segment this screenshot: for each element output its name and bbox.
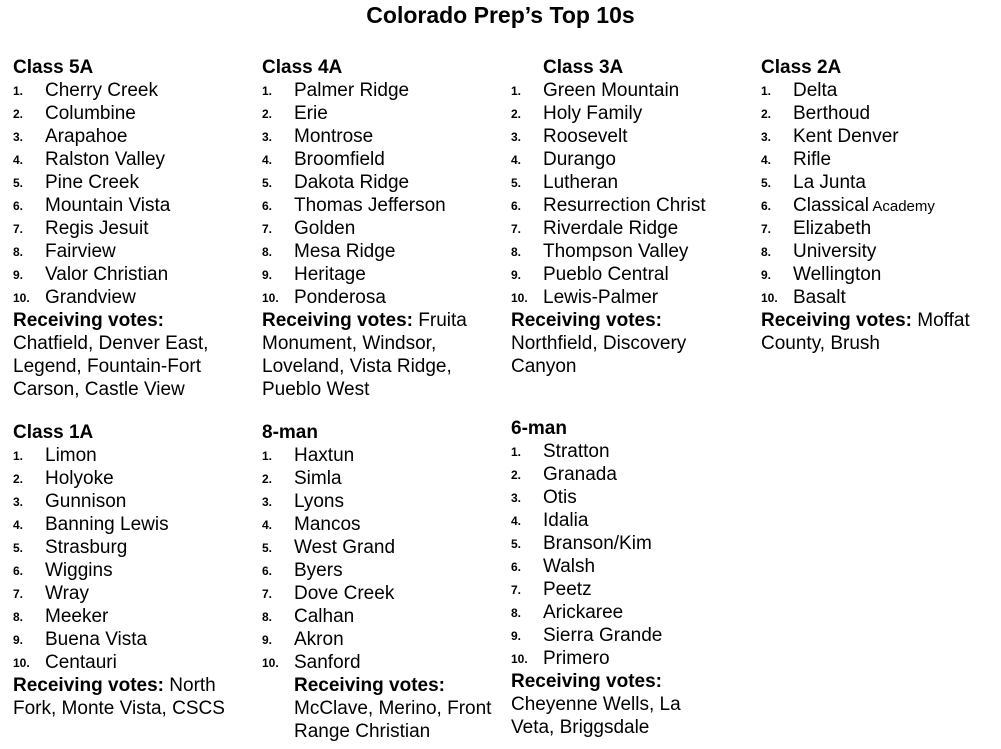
rank-number: 10. (761, 291, 778, 305)
team-name: Valor Christian (45, 264, 169, 285)
list-item (511, 125, 751, 148)
rank-list (262, 444, 497, 674)
list-item (262, 628, 497, 651)
rank-number: 9. (761, 268, 772, 282)
list-item (13, 536, 248, 559)
list-item (761, 171, 991, 194)
rank-number: 3. (511, 491, 522, 505)
list-item (13, 263, 248, 286)
list-item (262, 79, 487, 102)
team-name: University (793, 241, 877, 262)
rank-number: 10. (511, 652, 528, 666)
team-name: Durango (543, 149, 616, 170)
team-name: Banning Lewis (45, 514, 169, 535)
receiving-votes-teams: Moffat County, Brush (761, 310, 970, 354)
team-name: Elizabeth (793, 218, 872, 239)
team-name: Idalia (543, 510, 589, 531)
list-item (511, 647, 711, 670)
team-name: Pueblo Central (543, 264, 669, 285)
rank-number: 2. (511, 468, 522, 482)
receiving-votes-teams: Fruita Monument, Windsor, Loveland, Vista Ridge, Pueblo West (262, 310, 467, 400)
list-item (262, 536, 497, 559)
team-name: Dakota Ridge (294, 172, 410, 193)
rank-number: 2. (13, 472, 24, 486)
list-item (761, 148, 991, 171)
team-name: Golden (294, 218, 356, 239)
list-item (13, 79, 248, 102)
rank-number: 3. (262, 130, 273, 144)
rank-number: 1. (511, 445, 522, 459)
rank-number: 9. (13, 268, 24, 282)
rank-number: 7. (262, 587, 273, 601)
list-item (511, 624, 711, 647)
section-class-4a (262, 56, 487, 401)
team-name: Lewis-Palmer (543, 287, 659, 308)
rank-number: 9. (511, 629, 522, 643)
rank-number: 4. (13, 153, 24, 167)
list-item (13, 559, 248, 582)
receiving-votes-teams: Chatfield, Denver East, Legend, Fountain-Fort Carson, Castle View (13, 333, 209, 400)
rank-number: 1. (511, 84, 522, 98)
rank-number: 7. (761, 222, 772, 236)
team-name: Riverdale Ridge (543, 218, 679, 239)
list-item (13, 286, 248, 309)
receiving-votes-label: Receiving votes: (13, 675, 164, 696)
list-item (262, 582, 497, 605)
list-item (262, 559, 497, 582)
list-item (761, 286, 991, 309)
team-name: Arapahoe (45, 126, 128, 147)
page-title: Colorado Prep’s Top 10s (366, 2, 635, 28)
section-class-1a (13, 421, 248, 720)
team-name: Classical (793, 195, 870, 216)
team-name: Stratton (543, 441, 610, 462)
team-name-suffix: Academy (869, 198, 935, 215)
team-name: Montrose (294, 126, 374, 147)
rank-number: 9. (262, 633, 273, 647)
team-name: Centauri (45, 652, 117, 673)
rank-number: 3. (511, 130, 522, 144)
list-item (761, 102, 991, 125)
team-name: Limon (45, 445, 97, 466)
rank-number: 5. (511, 176, 522, 190)
rank-number: 2. (262, 107, 273, 121)
rank-number: 10. (13, 291, 30, 305)
section-6-man (511, 417, 711, 739)
team-name: Byers (294, 560, 343, 581)
rank-number: 8. (262, 610, 273, 624)
team-name: Simla (294, 468, 342, 489)
receiving-votes-teams: McClave, Merino, Front Range Christian (294, 698, 492, 742)
list-item (13, 148, 248, 171)
team-name: Heritage (294, 264, 366, 285)
list-item (761, 125, 991, 148)
section-heading: Class 4A (262, 57, 343, 78)
rank-number: 6. (13, 564, 24, 578)
team-name: Otis (543, 487, 577, 508)
team-name: Haxtun (294, 445, 355, 466)
section-8-man (262, 421, 497, 743)
section-heading: Class 3A (543, 57, 624, 78)
rank-number: 1. (761, 84, 772, 98)
team-name: Ralston Valley (45, 149, 166, 170)
team-name: Mancos (294, 514, 361, 535)
rank-number: 6. (511, 560, 522, 574)
list-item (262, 651, 497, 674)
receiving-votes (262, 309, 487, 401)
team-name: Green Mountain (543, 80, 680, 101)
list-item (262, 171, 487, 194)
receiving-votes-label: Receiving votes: (761, 310, 912, 331)
list-item (511, 102, 751, 125)
section-heading: Class 5A (13, 57, 94, 78)
rank-number: 6. (262, 564, 273, 578)
team-name: Thompson Valley (543, 241, 689, 262)
list-item (262, 286, 487, 309)
team-name: Palmer Ridge (294, 80, 410, 101)
team-name: La Junta (793, 172, 866, 193)
team-name: Dove Creek (294, 583, 395, 604)
rank-number: 2. (511, 107, 522, 121)
rank-number: 8. (761, 245, 772, 259)
rank-number: 5. (511, 537, 522, 551)
rank-number: 3. (13, 130, 24, 144)
list-item (13, 628, 248, 651)
team-name: West Grand (294, 537, 396, 558)
team-name: Sanford (294, 652, 361, 673)
section-heading: 6-man (511, 418, 567, 439)
rank-number: 1. (13, 84, 24, 98)
team-name: Sierra Grande (543, 625, 663, 646)
team-name: Berthoud (793, 103, 871, 124)
rank-number: 7. (511, 222, 522, 236)
list-item (511, 263, 751, 286)
section-heading: Class 1A (13, 422, 94, 443)
rank-list (511, 79, 751, 309)
team-name: Fairview (45, 241, 116, 262)
team-name: Holyoke (45, 468, 114, 489)
list-item (262, 513, 497, 536)
team-name: Delta (793, 80, 838, 101)
rank-list (262, 79, 487, 309)
team-name: Broomfield (294, 149, 385, 170)
rank-number: 9. (262, 268, 273, 282)
team-name: Gunnison (45, 491, 127, 512)
list-item (511, 486, 711, 509)
team-name: Holy Family (543, 103, 643, 124)
list-item (13, 605, 248, 628)
rank-list (511, 440, 711, 670)
team-name: Ponderosa (294, 287, 386, 308)
receiving-votes (511, 309, 751, 378)
team-name: Granada (543, 464, 617, 485)
list-item (511, 171, 751, 194)
team-name: Grandview (45, 287, 136, 308)
rank-number: 10. (262, 656, 279, 670)
receiving-votes-teams: Northfield, Discovery Canyon (511, 333, 687, 377)
rank-number: 4. (511, 153, 522, 167)
section-heading: Class 2A (761, 57, 842, 78)
rank-number: 4. (511, 514, 522, 528)
team-name: Peetz (543, 579, 592, 600)
list-item (13, 513, 248, 536)
list-item (511, 148, 751, 171)
list-item (13, 102, 248, 125)
section-class-3a (511, 56, 751, 378)
rank-list (13, 79, 248, 309)
rank-number: 8. (511, 245, 522, 259)
rank-number: 4. (262, 518, 273, 532)
list-item (511, 601, 711, 624)
list-item (262, 605, 497, 628)
team-name: Thomas Jefferson (294, 195, 446, 216)
team-name: Kent Denver (793, 126, 899, 147)
receiving-votes-label: Receiving votes: (262, 310, 413, 331)
rank-number: 2. (761, 107, 772, 121)
rank-number: 7. (13, 587, 24, 601)
rank-number: 10. (511, 291, 528, 305)
rank-number: 3. (13, 495, 24, 509)
team-name: Rifle (793, 149, 832, 170)
rank-number: 8. (13, 610, 24, 624)
list-item (511, 463, 711, 486)
rank-number: 3. (262, 495, 273, 509)
team-name: Buena Vista (45, 629, 148, 650)
list-item (511, 240, 751, 263)
team-name: Mesa Ridge (294, 241, 396, 262)
receiving-votes (262, 674, 497, 743)
list-item (761, 217, 991, 240)
rank-number: 6. (13, 199, 24, 213)
team-name: Wray (45, 583, 89, 604)
team-name: Lutheran (543, 172, 619, 193)
rank-number: 3. (761, 130, 772, 144)
receiving-votes (13, 674, 248, 720)
team-name: Cherry Creek (45, 80, 158, 101)
rank-number: 10. (262, 291, 279, 305)
list-item (13, 125, 248, 148)
team-name: Wellington (793, 264, 882, 285)
rank-number: 9. (511, 268, 522, 282)
section-class-5a (13, 56, 248, 401)
list-item (511, 440, 711, 463)
list-item (761, 194, 991, 217)
list-item (511, 509, 711, 532)
rank-list (13, 444, 248, 674)
team-name: Roosevelt (543, 126, 628, 147)
team-name: Calhan (294, 606, 355, 627)
rank-number: 4. (262, 153, 273, 167)
list-item (13, 217, 248, 240)
list-item (262, 240, 487, 263)
receiving-votes (13, 309, 248, 401)
list-item (511, 555, 711, 578)
team-name: Meeker (45, 606, 109, 627)
list-item (511, 286, 751, 309)
team-name: Pine Creek (45, 172, 139, 193)
team-name: Strasburg (45, 537, 128, 558)
list-item (13, 582, 248, 605)
rank-number: 5. (13, 176, 24, 190)
team-name: Lyons (294, 491, 344, 512)
list-item (13, 467, 248, 490)
team-name: Primero (543, 648, 610, 669)
rank-number: 8. (13, 245, 24, 259)
list-item (511, 532, 711, 555)
list-item (262, 263, 487, 286)
section-class-2a (761, 56, 991, 355)
team-name: Branson/Kim (543, 533, 652, 554)
rank-number: 6. (761, 199, 772, 213)
list-item (262, 148, 487, 171)
list-item (511, 217, 751, 240)
rank-number: 6. (262, 199, 273, 213)
list-item (262, 217, 487, 240)
rank-number: 4. (761, 153, 772, 167)
list-item (262, 102, 487, 125)
rank-number: 7. (511, 583, 522, 597)
team-name: Mountain Vista (45, 195, 171, 216)
list-item (511, 194, 751, 217)
receiving-votes (511, 670, 711, 739)
rank-number: 7. (262, 222, 273, 236)
team-name: Akron (294, 629, 344, 650)
rank-list (761, 79, 991, 309)
receiving-votes-label: Receiving votes: (511, 310, 662, 331)
rank-number: 2. (262, 472, 273, 486)
rank-number: 5. (262, 176, 273, 190)
rank-number: 10. (13, 656, 30, 670)
list-item (13, 171, 248, 194)
rank-number: 1. (262, 84, 273, 98)
team-name: Columbine (45, 103, 136, 124)
team-name: Resurrection Christ (543, 195, 706, 216)
list-item (761, 240, 991, 263)
rank-number: 8. (511, 606, 522, 620)
rank-number: 1. (262, 449, 273, 463)
rank-number: 9. (13, 633, 24, 647)
list-item (761, 263, 991, 286)
team-name: Wiggins (45, 560, 113, 581)
rank-number: 4. (13, 518, 24, 532)
list-item (13, 490, 248, 513)
section-heading: 8-man (262, 422, 318, 443)
list-item (262, 444, 497, 467)
receiving-votes-teams: Cheyenne Wells, La Veta, Briggsdale (511, 694, 681, 738)
list-item (13, 194, 248, 217)
rank-number: 2. (13, 107, 24, 121)
list-item (511, 578, 711, 601)
receiving-votes-label: Receiving votes: (511, 671, 662, 692)
rank-number: 6. (511, 199, 522, 213)
list-item (13, 240, 248, 263)
team-name: Walsh (543, 556, 596, 577)
list-item (262, 490, 497, 513)
team-name: Erie (294, 103, 328, 124)
list-item (13, 444, 248, 467)
rank-number: 1. (13, 449, 24, 463)
rank-number: 8. (262, 245, 273, 259)
list-item (262, 125, 487, 148)
receiving-votes-label: Receiving votes: (13, 310, 164, 331)
list-item (511, 79, 751, 102)
rank-number: 5. (13, 541, 24, 555)
list-item (262, 194, 487, 217)
rank-number: 7. (13, 222, 24, 236)
list-item (13, 651, 248, 674)
receiving-votes-label: Receiving votes: (294, 675, 445, 696)
receiving-votes-teams: North Fork, Monte Vista, CSCS (13, 675, 225, 719)
team-name: Basalt (793, 287, 846, 308)
team-name: Arickaree (543, 602, 624, 623)
team-name: Regis Jesuit (45, 218, 149, 239)
rank-number: 5. (262, 541, 273, 555)
list-item (262, 467, 497, 490)
rank-number: 5. (761, 176, 772, 190)
receiving-votes (761, 309, 991, 355)
list-item (761, 79, 991, 102)
